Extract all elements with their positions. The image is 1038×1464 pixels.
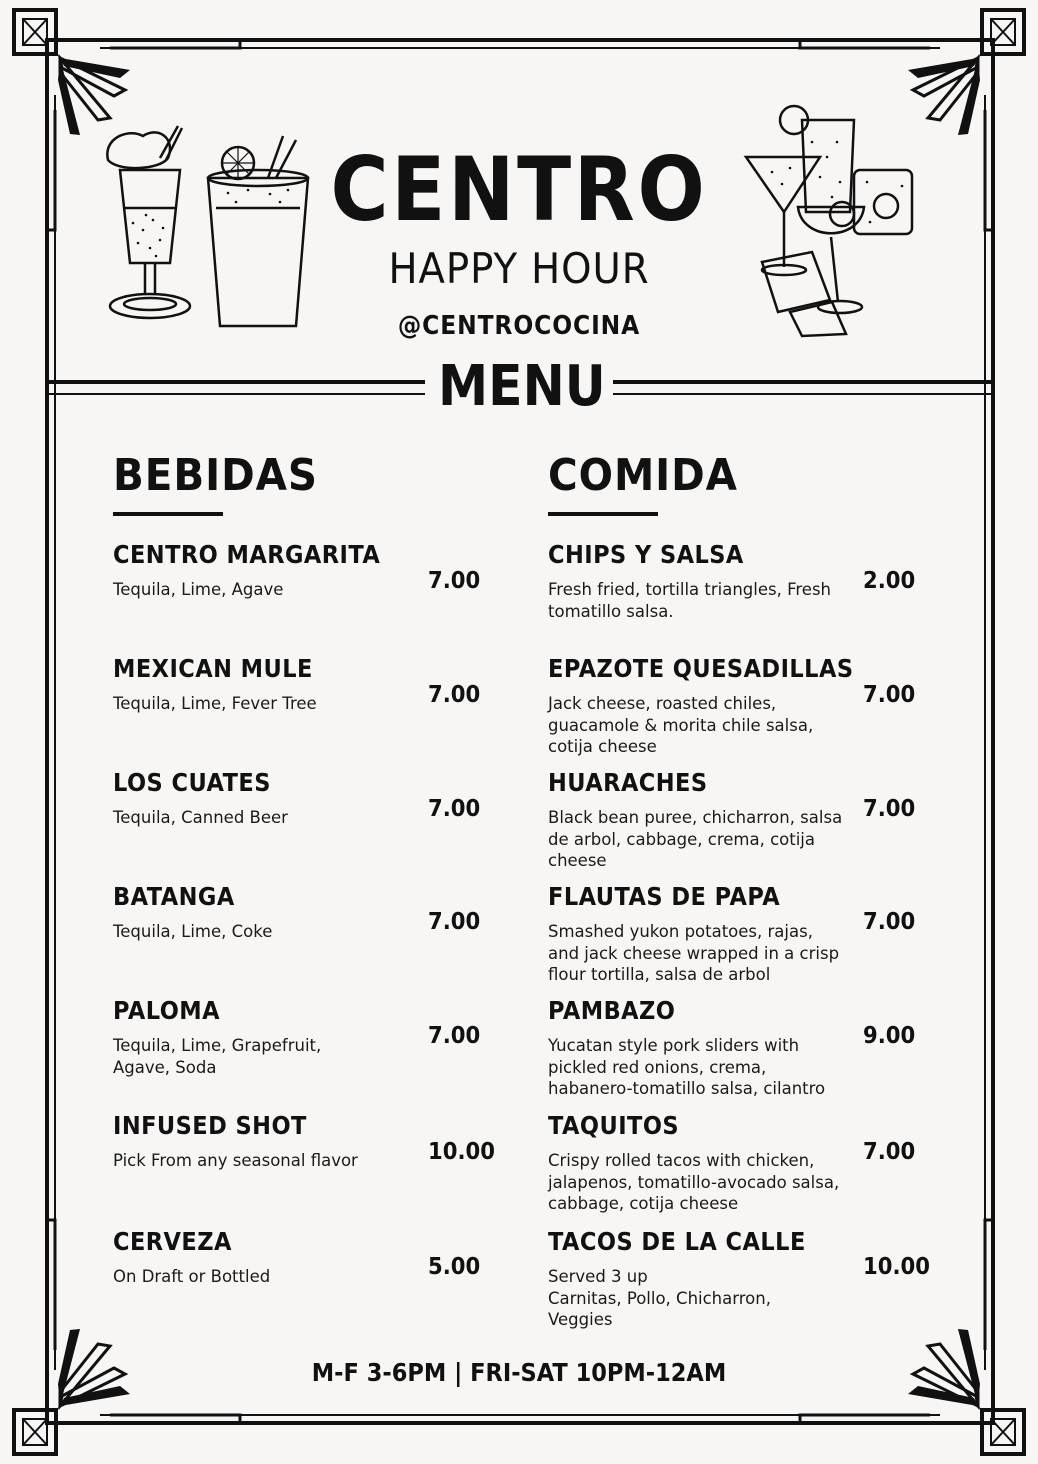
comida-item <box>548 1227 853 1331</box>
item-description: Tequila, Lime, Grapefruit, Agave, Soda <box>113 1036 322 1077</box>
item-name: LOS CUATES <box>113 768 271 797</box>
item-description: On Draft or Bottled <box>113 1267 271 1286</box>
item-price: 7.00 <box>428 682 481 708</box>
item-name: CERVEZA <box>113 1227 232 1256</box>
item-price: 7.00 <box>428 1023 481 1049</box>
menu-label: MENU <box>438 354 606 419</box>
item-price: 7.00 <box>428 909 481 935</box>
item-name: INFUSED SHOT <box>113 1111 307 1140</box>
happy-hour-subtitle: HAPPY HOUR <box>388 244 650 293</box>
item-description: Jack cheese, roasted chiles, guacamole & morita chile salsa, cotija cheese <box>548 694 814 756</box>
item-name: MEXICAN MULE <box>113 654 313 683</box>
bebidas-item <box>113 1227 413 1288</box>
bebidas-item <box>113 882 413 943</box>
comida-item <box>548 540 853 622</box>
item-name: EPAZOTE QUESADILLAS <box>548 654 854 683</box>
item-name: CHIPS Y SALSA <box>548 540 744 569</box>
item-price: 5.00 <box>428 1254 481 1280</box>
item-name: FLAUTAS DE PAPA <box>548 882 781 911</box>
item-description: Crispy rolled tacos with chicken, jalapenos, tomatillo-avocado salsa, cabbage, cotija cheese <box>548 1151 840 1213</box>
happy-hour-times: M-F 3-6PM | FRI-SAT 10PM-12AM <box>311 1358 727 1387</box>
comida-item <box>548 1111 853 1215</box>
bebidas-item <box>113 654 413 715</box>
item-description: Fresh fried, tortilla triangles, Fresh tomatillo salsa. <box>548 580 831 621</box>
item-name: TAQUITOS <box>548 1111 680 1140</box>
comida-item <box>548 654 853 758</box>
bebidas-heading: BEBIDAS <box>113 450 318 501</box>
item-price: 2.00 <box>863 568 916 594</box>
item-price: 7.00 <box>428 796 481 822</box>
item-price: 10.00 <box>428 1139 495 1165</box>
item-name: PALOMA <box>113 996 221 1025</box>
item-price: 9.00 <box>863 1023 916 1049</box>
item-name: BATANGA <box>113 882 235 911</box>
item-description: Yucatan style pork sliders with pickled red onions, crema, habanero-tomatillo salsa, cilantro <box>548 1036 826 1098</box>
item-description: Black bean puree, chicharron, salsa de arbol, cabbage, crema, cotija cheese <box>548 808 843 870</box>
item-name: PAMBAZO <box>548 996 676 1025</box>
item-description: Tequila, Canned Beer <box>113 808 288 827</box>
bebidas-item <box>113 540 413 601</box>
item-price: 7.00 <box>863 909 916 935</box>
comida-item <box>548 768 853 872</box>
item-description: Tequila, Lime, Agave <box>113 580 284 599</box>
item-description: Tequila, Lime, Coke <box>113 922 273 941</box>
bebidas-heading-rule <box>113 512 223 516</box>
item-description: Served 3 up Carnitas, Pollo, Chicharron, Veggies <box>548 1267 771 1329</box>
item-price: 7.00 <box>863 796 916 822</box>
item-name: HUARACHES <box>548 768 708 797</box>
item-name: TACOS DE LA CALLE <box>548 1227 806 1256</box>
item-price: 7.00 <box>863 682 916 708</box>
brand-title: CENTRO <box>330 138 708 241</box>
item-description: Tequila, Lime, Fever Tree <box>113 694 317 713</box>
item-price: 10.00 <box>863 1254 930 1280</box>
item-price: 7.00 <box>428 568 481 594</box>
comida-heading-rule <box>548 512 658 516</box>
item-name: CENTRO MARGARITA <box>113 540 381 569</box>
comida-item <box>548 882 853 986</box>
item-price: 7.00 <box>863 1139 916 1165</box>
social-handle: @CENTROCOCINA <box>397 311 641 341</box>
bebidas-item <box>113 1111 413 1172</box>
item-description: Pick From any seasonal flavor <box>113 1151 358 1170</box>
bebidas-item <box>113 768 413 829</box>
item-description: Smashed yukon potatoes, rajas, and jack cheese wrapped in a crisp flour tortilla, salsa de arbol <box>548 922 840 984</box>
comida-item <box>548 996 853 1100</box>
comida-heading: COMIDA <box>548 450 738 501</box>
bebidas-item <box>113 996 413 1078</box>
